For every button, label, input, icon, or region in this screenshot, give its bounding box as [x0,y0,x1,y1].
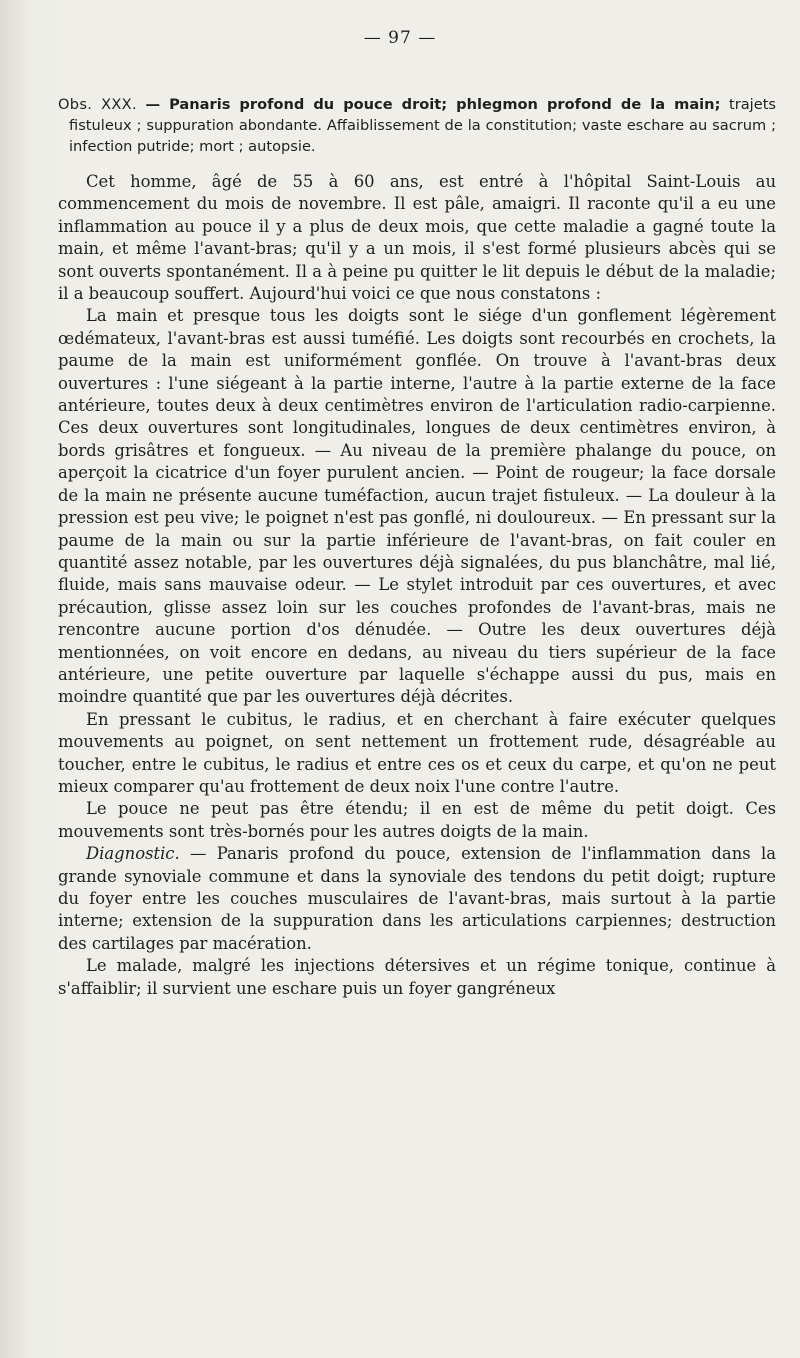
page-number: — 97 — [363,28,437,48]
diagnostic-text: — Panaris profond du pouce, extension de l'inflammation dans la grande synoviale commune et dans la synoviale des tendons du petit doigt; rupture du foyer entre les couches musculaires de l'avant-bras, mais surtout à la partie interne; extension de la suppuration dans les articulations carpiennes; destruction des cartilages par macération. [58,844,776,953]
diagnostic-label: Diagnostic. [86,844,180,864]
paragraph-1: Cet homme, âgé de 55 à 60 ans, est entré à l'hôpital Saint-Louis au commencement du mois de novembre. Il est pâle, amaigri. Il raconte qu'il a eu une inflammation au pouce il y a plus de deux mois, que cette maladie a gagné toute la main, et même l'avant-bras; qu'il y a un mois, il s'est formé plusieurs abcès qui se sont ouverts spontanément. Il a à peine pu quitter le lit depuis le début de la maladie; il a beaucoup souffert. Aujourd'hui voici ce que nous constatons : [58,172,776,304]
observation-header [58,94,776,157]
paragraph-3: En pressant le cubitus, le radius, et en cherchant à faire exécuter quelques mouvements au poignet, on sent nettement un frottement rude, désagréable au toucher, entre le cubitus, le radius et entre ces os et ceux du carpe, et qu'on ne peut mieux comparer qu'au frottement de deux noix l'une contre l'autre. [58,709,776,796]
observation-summary: trajets fistuleux ; suppuration abondante. Affaiblissement de la constitution; vaste eschare au sacrum ; infection putride; mort ; autopsie. [69,96,777,155]
paragraph-2: La main et presque tous les doigts sont le siége d'un gonflement légèrement œdémateux, l'avant-bras est aussi tuméfié. Les doigts sont recourbés en crochets, la paume de la main est uniformément gonflée. On trouve à l'avant-bras deux ouvertures : l'une siégeant à la partie interne, l'autre à la partie externe de la face antérieure, toutes deux à deux centimètres environ de l'articulation radio-carpienne. Ces deux ouvertures sont longitudinales, longues de deux centimètres environ, à bords grisâtres et fongueux. — Au niveau de la première phalange du pouce, on aperçoit la cicatrice d'un foyer purulent ancien. — Point de rougeur; la face dorsale de la main ne présente aucune tuméfaction, aucun trajet fistuleux. — La douleur à la pression est peu vive; le poignet n'est pas gonflé, ni douloureux. — En pressant sur la paume de la main ou sur la partie inférieure de l'avant-bras, on fait couler en quantité assez notable, par les ouvertures déjà signalées, du pus blanchâtre, mal lié, fluide, mais sans mauvaise odeur. — Le stylet introduit par ces ouvertures, et avec précaution, glisse assez loin sur les couches profondes de l'avant-bras, mais ne rencontre aucune portion d'os dénudée. — Outre les deux ouvertures déjà mentionnées, on voit encore en dedans, au niveau du tiers supérieur de la face antérieure, une petite ouverture par laquelle s'échappe aussi du pus, mais en moindre quantité que par les ouvertures déjà décrites. [58,306,776,707]
text-block [58,94,776,1000]
final-paragraph: Le malade, malgré les injections détersives et un régime tonique, continue à s'affaiblir; il survient une eschare puis un foyer gangréneux [58,956,776,998]
paragraph-4: Le pouce ne peut pas être étendu; il en est de même du petit doigt. Ces mouvements sont très-bornés pour les autres doigts de la main. [58,799,776,841]
observation-number: Obs. XXX. [58,96,137,113]
observation-title: — Panaris profond du pouce droit; phlegmon profond de la main; [145,96,721,113]
diagnostic-paragraph [58,843,776,955]
